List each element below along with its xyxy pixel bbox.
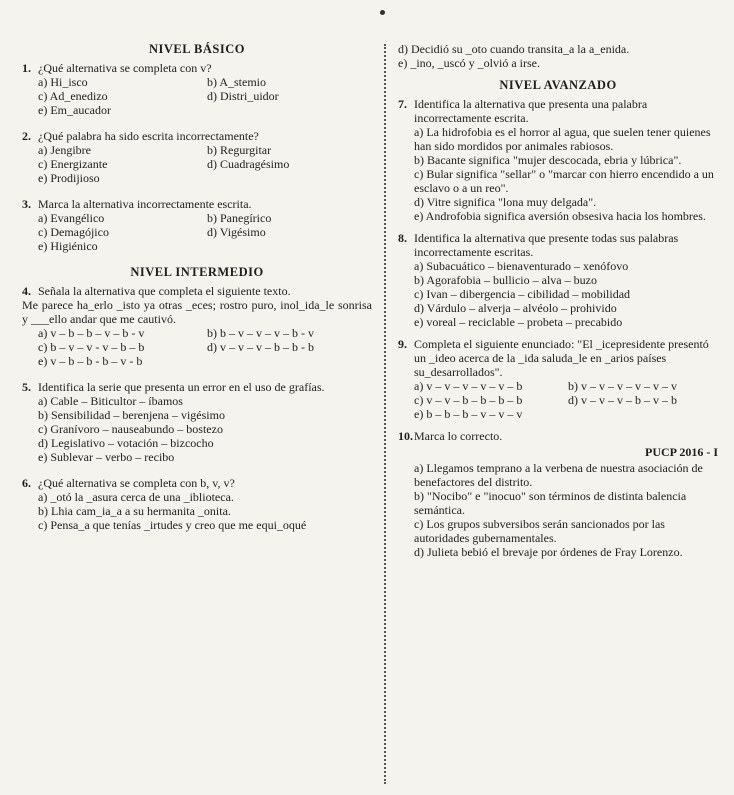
question-stem: Identifica la alternativa que presenta una palabra incorrectamente escrita. (414, 97, 648, 125)
option-e[interactable]: e) Sublevar – verbo – recibo (38, 450, 175, 464)
option-d[interactable]: d) Legislativo – votación – bizcocho (38, 436, 214, 450)
option-e[interactable]: e) voreal – reciclable – probeta – precabido (414, 315, 623, 329)
option-d[interactable]: d) Decidió su _oto cuando transita_a la a_enida. (398, 42, 630, 56)
option-b[interactable]: b) Sensibilidad – berenjena – vigésimo (38, 408, 225, 422)
question-number: 5. (22, 380, 31, 394)
option-a[interactable]: a) Jengibre (38, 143, 91, 157)
question-stem: ¿Qué alternativa se completa con b, v, v? (38, 476, 235, 490)
question-number: 8. (398, 231, 407, 245)
option-b[interactable]: b) Lhia cam_ia_a a su hermanita _onita. (38, 504, 231, 518)
question-stem: Marca lo correcto. (414, 429, 503, 443)
option-b[interactable]: b) Panegírico (207, 211, 272, 225)
option-e[interactable]: e) Em_aucador (38, 103, 111, 117)
question-number: 7. (398, 97, 407, 111)
option-c[interactable]: c) Los grupos subversibos serán sancionados por las autoridades gubernamentales. (414, 517, 665, 545)
column-divider (384, 44, 386, 784)
option-a[interactable]: a) Subacuático – bienaventurado – xenófovo (414, 259, 629, 273)
option-b[interactable]: b) b – v – v – v – b - v (207, 326, 314, 340)
option-d[interactable]: d) Julieta bebió el brevaje por órdenes de Fray Lorenzo. (414, 545, 683, 559)
question-1 (22, 61, 372, 117)
option-a[interactable]: a) v – b – b – v – b - v (38, 326, 145, 340)
question-5 (22, 380, 372, 464)
option-e[interactable]: e) _ino, _uscó y _olvió a irse. (398, 56, 540, 70)
option-c[interactable]: c) Bular significa "sellar" o "marcar con hierro encendido a un esclavo o a un reo". (414, 167, 714, 195)
question-stem: Completa el siguiente enunciado: "El _icepresidente presentó un _ideo acerca de la _ida saluda_le en _arios países su_desarrollados". (414, 337, 709, 379)
question-4 (22, 284, 372, 368)
option-a[interactable]: a) Evangélico (38, 211, 105, 225)
option-e[interactable]: e) b – b – b – v – v – v (414, 407, 523, 421)
reading-passage: Me parece ha_erlo _isto ya otras _eces; rostro puro, inol_ida_le sonrisa y ___ello andar que me cautivó. (22, 298, 372, 326)
question-stem: Identifica la alternativa que presente todas sus palabras incorrectamente escritas. (414, 231, 679, 259)
section-title-intermedio: NIVEL INTERMEDIO (130, 265, 264, 279)
question-number: 3. (22, 197, 31, 211)
option-b[interactable]: b) "Nocibo" e "inocuo" son términos de distinta balencia semántica. (414, 489, 687, 517)
option-d[interactable]: d) Vigésimo (207, 225, 266, 239)
question-stem: Identifica la serie que presenta un error en el uso de grafías. (38, 380, 325, 394)
option-c[interactable]: c) Demagójico (38, 225, 109, 239)
option-e[interactable]: e) v – b – b - b – v - b (38, 354, 143, 368)
question-number: 6. (22, 476, 31, 490)
option-a[interactable]: a) Llegamos temprano a la verbena de nuestra asociación de benefactores del distrito. (414, 461, 703, 489)
left-column (22, 42, 372, 538)
option-c[interactable]: c) Ad_enedizo (38, 89, 108, 103)
option-a[interactable]: a) La hidrofobia es el horror al agua, que suelen tener quienes han sido mordidos por animales rabiosos. (414, 125, 711, 153)
option-c[interactable]: c) b – v – v - v – b – b (38, 340, 145, 354)
option-d[interactable]: d) Vitre significa "lona muy delgada". (414, 195, 597, 209)
option-a[interactable]: a) Cable – Biticultor – íbamos (38, 394, 183, 408)
option-c[interactable]: c) v – v – b – b – b – b (414, 393, 523, 407)
question-8 (398, 231, 718, 329)
option-d[interactable]: d) v – v – v – b – v – b (568, 393, 677, 407)
top-dot (380, 10, 385, 15)
question-number: 1. (22, 61, 31, 75)
option-c[interactable]: c) Pensa_a que tenías _irtudes y creo que me equi_oqué (38, 518, 307, 532)
option-c[interactable]: c) Ivan – dibergencia – cibilidad – mobilidad (414, 287, 631, 301)
question-stem: ¿Qué palabra ha sido escrita incorrectamente? (38, 129, 259, 143)
option-a[interactable]: a) Hi_isco (38, 75, 88, 89)
option-d[interactable]: d) Várdulo – alverja – alvéolo – prohivido (414, 301, 617, 315)
option-a[interactable]: a) v – v – v – v – v – b (414, 379, 523, 393)
option-e[interactable]: e) Prodijioso (38, 171, 100, 185)
option-d[interactable]: d) Cuadragésimo (207, 157, 290, 171)
source-label: PUCP 2016 - I (645, 445, 718, 459)
option-c[interactable]: c) Granívoro – nauseabundo – bostezo (38, 422, 223, 436)
question-9 (398, 337, 718, 421)
section-title-basico: NIVEL BÁSICO (149, 42, 245, 56)
option-b[interactable]: b) Agorafobia – bullicio – alva – buzo (414, 273, 597, 287)
question-2 (22, 129, 372, 185)
question-stem: ¿Qué alternativa se completa con v? (38, 61, 212, 75)
right-column (398, 42, 718, 565)
question-number: 2. (22, 129, 31, 143)
option-b[interactable]: b) Bacante significa "mujer descocada, ebria y lúbrica". (414, 153, 682, 167)
question-number: 4. (22, 284, 31, 298)
option-a[interactable]: a) _otó la _asura cerca de una _iblioteca. (38, 490, 234, 504)
question-10 (398, 429, 718, 559)
section-title-avanzado: NIVEL AVANZADO (499, 78, 617, 92)
option-b[interactable]: b) A_stemio (207, 75, 266, 89)
question-number: 9. (398, 337, 407, 351)
question-7 (398, 97, 718, 223)
option-d[interactable]: d) v – v – v – b – b - b (207, 340, 314, 354)
option-e[interactable]: e) Higiénico (38, 239, 98, 253)
question-stem: Marca la alternativa incorrectamente escrita. (38, 197, 252, 211)
question-3 (22, 197, 372, 253)
option-b[interactable]: b) v – v – v – v – v – v (568, 379, 677, 393)
option-e[interactable]: e) Androfobia significa aversión obsesiva hacia los hombres. (414, 209, 706, 223)
option-b[interactable]: b) Regurgitar (207, 143, 272, 157)
question-6 (22, 476, 372, 532)
option-d[interactable]: d) Distri_uidor (207, 89, 279, 103)
question-number: 10. (398, 429, 413, 443)
question-stem: Señala la alternativa que completa el siguiente texto. (38, 284, 291, 298)
option-c[interactable]: c) Energizante (38, 157, 108, 171)
